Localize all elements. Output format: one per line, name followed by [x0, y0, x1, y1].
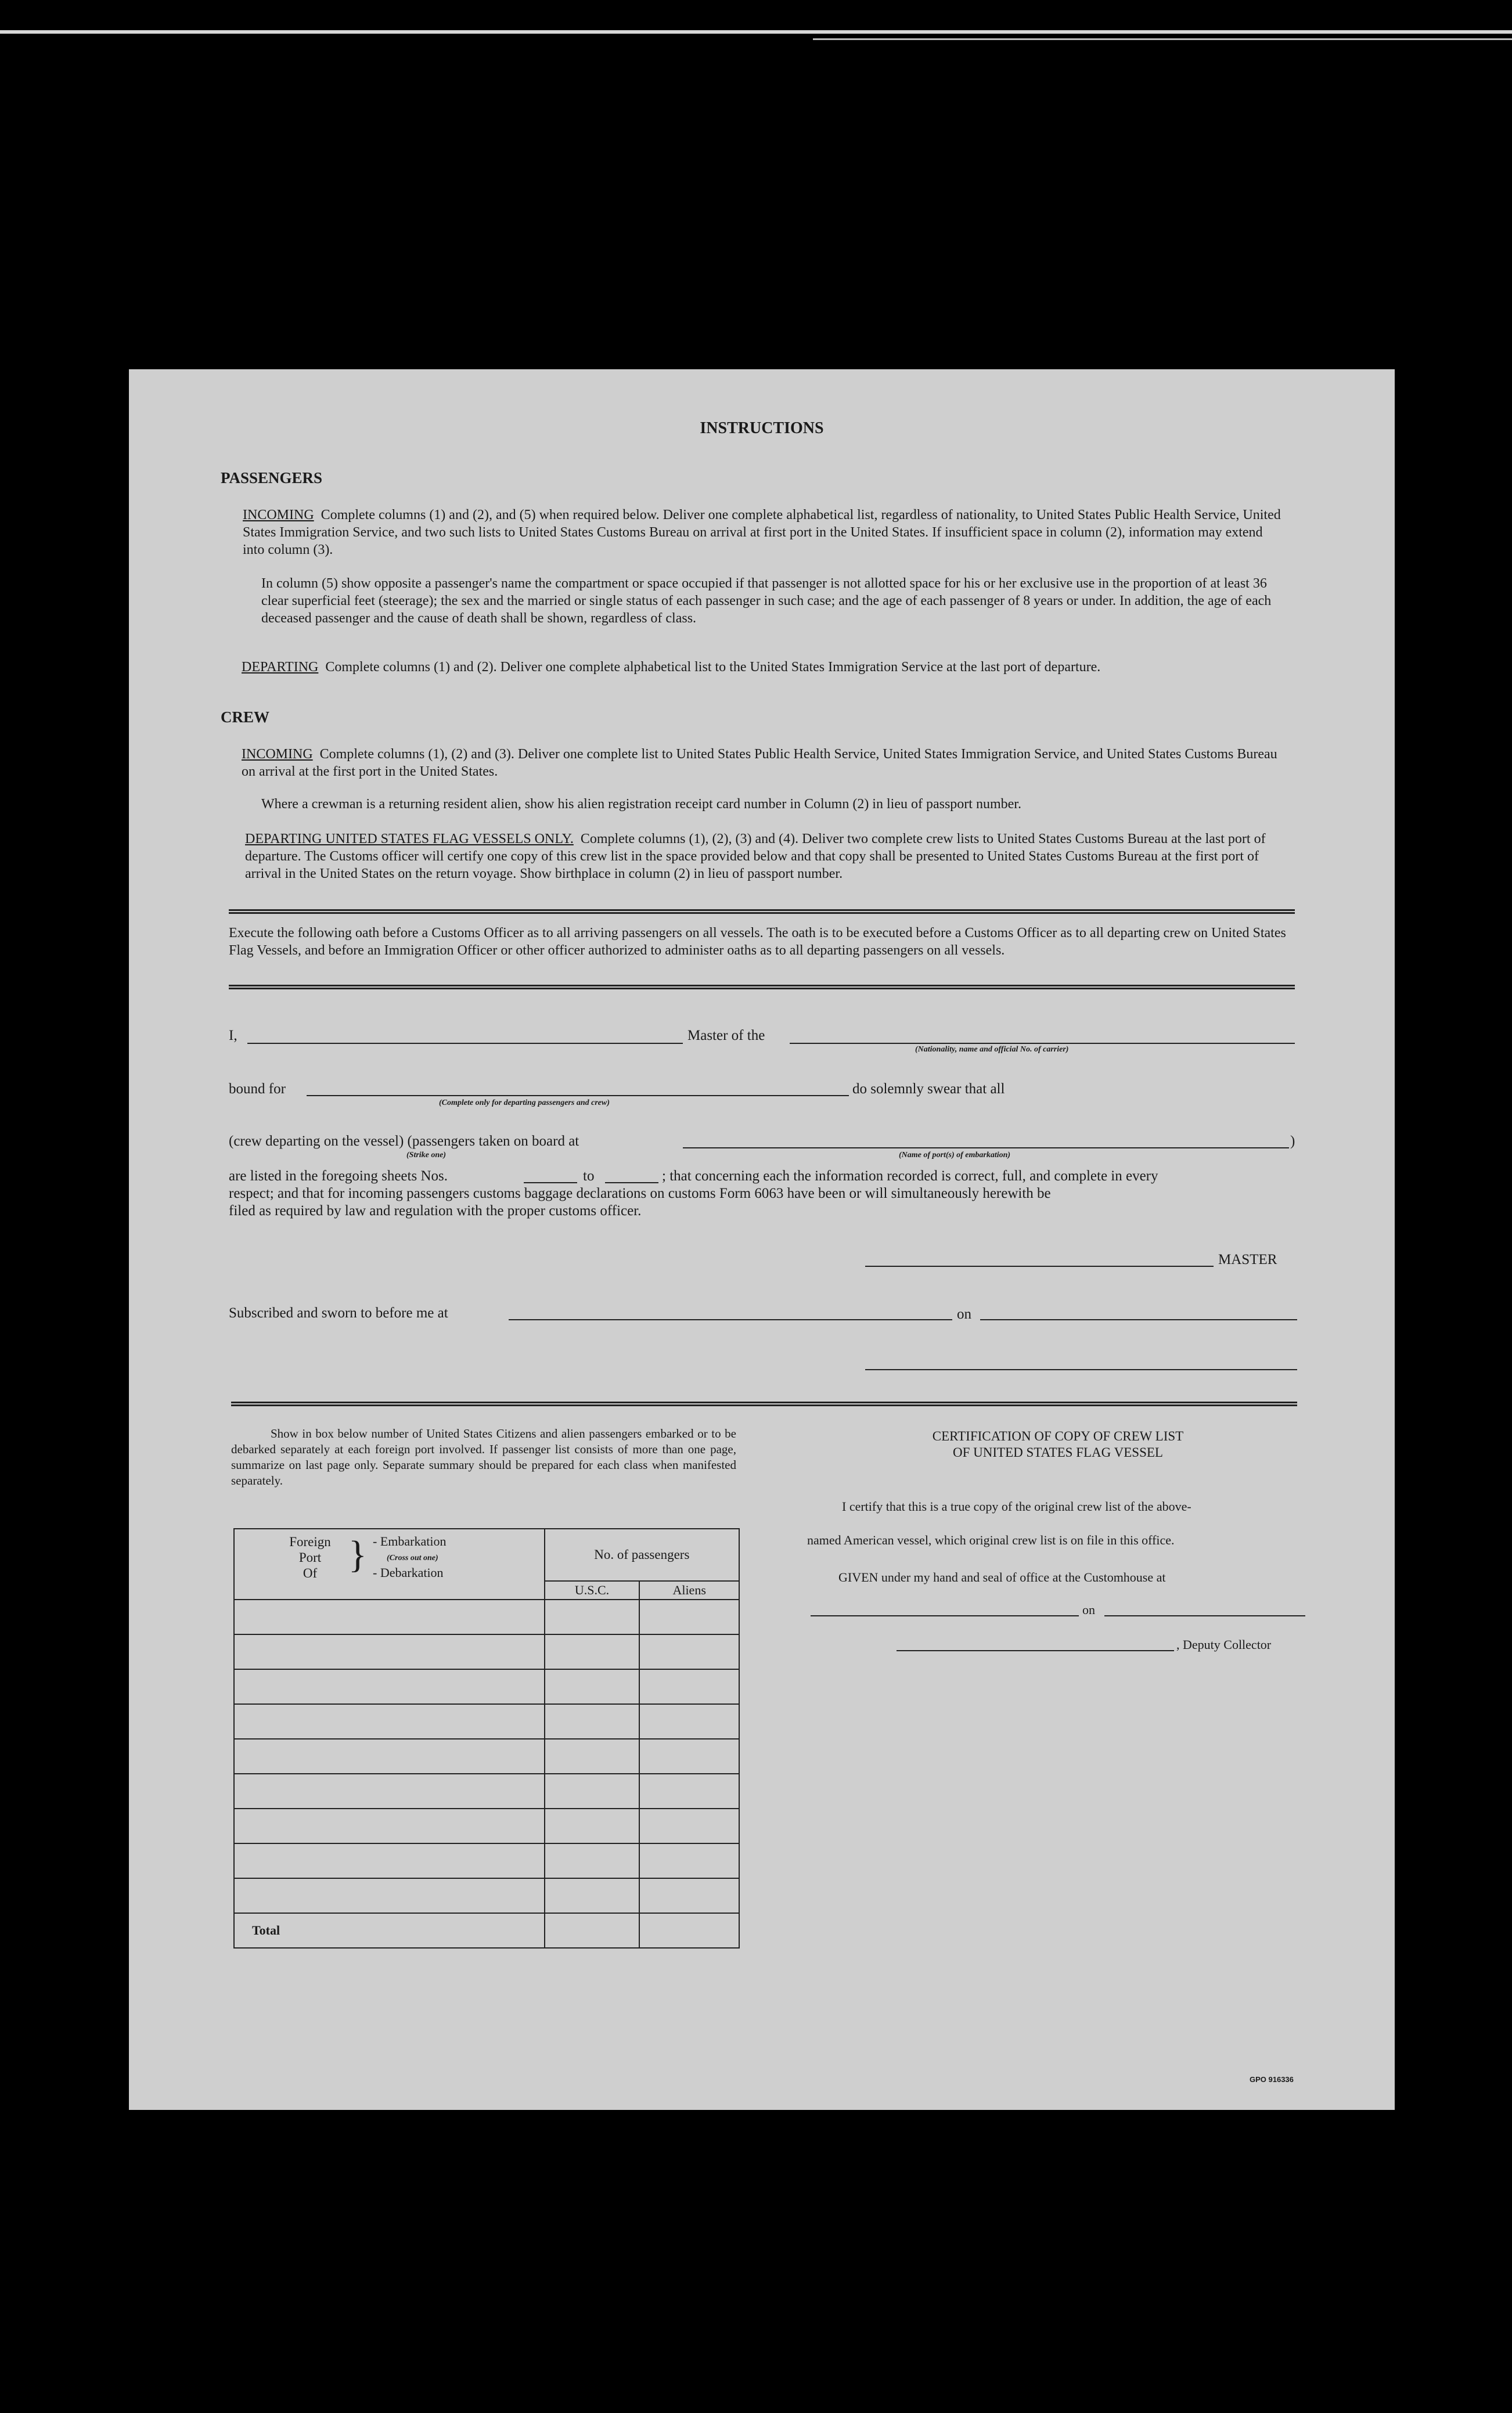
port-cell[interactable] — [234, 1739, 545, 1774]
bound-for-label: bound for — [229, 1081, 286, 1097]
port-cell[interactable] — [234, 1878, 545, 1913]
table-row — [234, 1739, 739, 1774]
summary-instructions: Show in box below number of United States Citizens and alien passengers embarked or to be debarked separately at each foreign port involved. If passenger list consists of more than one page, summarize on last page only. Separate summary should be prepared for each class when manifested separately. — [231, 1427, 736, 1488]
sworn-on-label: on — [957, 1306, 971, 1322]
aliens-cell[interactable] — [639, 1809, 739, 1843]
passengers-departing-label: DEPARTING — [242, 660, 319, 675]
passengers-incoming-paragraph — [243, 506, 1282, 559]
usc-cell[interactable] — [545, 1704, 640, 1739]
table-row — [234, 1809, 739, 1843]
ports-hint: (Name of port(s) of embarkation) — [899, 1151, 1011, 1159]
passengers-column5-paragraph: In column (5) show opposite a passenger's name the compartment or space occupied if that passenger is not allotted space for his or her exclusive use in the proportion of at least 36 clear superficial feet (steerage); the sex and the married or single status of each passenger in such case; and the age of each passenger of 8 years or under. In addition, the age of each deceased passenger and the cause of death shall be shown, regardless of class. — [261, 576, 1272, 626]
customhouse-field[interactable] — [811, 1615, 1079, 1616]
deputy-collector-label: , Deputy Collector — [1176, 1637, 1272, 1652]
section-divider-2 — [229, 985, 1295, 989]
cross-out-hint: (Cross out one) — [387, 1554, 438, 1562]
oath-i-label: I, — [229, 1028, 237, 1043]
passengers-incoming-label: INCOMING — [243, 507, 314, 523]
port-cell[interactable] — [234, 1600, 545, 1634]
aliens-cell[interactable] — [639, 1774, 739, 1809]
certify-line-2: named American vessel, which original crew list is on file in this office. — [807, 1533, 1175, 1547]
port-header-cell — [234, 1529, 545, 1600]
listed-text-b: ; that concerning each the information recorded is correct, full, and complete in every — [662, 1168, 1158, 1184]
aliens-cell[interactable] — [639, 1704, 739, 1739]
certification-title-line-1: CERTIFICATION OF COPY OF CREW LIST — [932, 1429, 1184, 1443]
instructions-title: INSTRUCTIONS — [700, 419, 824, 437]
section-divider-1 — [229, 909, 1295, 914]
aliens-cell[interactable] — [639, 1843, 739, 1878]
crew-incoming-label: INCOMING — [242, 747, 313, 762]
table-row — [234, 1600, 739, 1634]
usc-cell[interactable] — [545, 1634, 640, 1669]
usc-cell[interactable] — [545, 1843, 640, 1878]
passengers-incoming-text: Complete columns (1) and (2), and (5) when required below. Deliver one complete alphabetical list, regardless of nationality, to United States Public Health Service, United States Immigration Service, and two such lists to United States Customs Bureau on arrival at first port in the United States. If insufficient space in column (2), information may extend into column (3). — [243, 507, 1281, 557]
port-cell[interactable] — [234, 1774, 545, 1809]
passengers-departing-text: Complete columns (1) and (2). Deliver one complete alphabetical list to the United States Immigration Service at the last port of departure. — [325, 660, 1101, 675]
usc-header: U.S.C. — [545, 1581, 640, 1600]
crew-heading: CREW — [221, 708, 270, 726]
listed-sheets-label: are listed in the foregoing sheets Nos. — [229, 1168, 448, 1184]
listed-to-label: to — [583, 1168, 595, 1184]
foreign-label: Foreign — [289, 1535, 331, 1549]
certification-title — [802, 1428, 1313, 1461]
table-header-row — [234, 1529, 739, 1581]
sworn-date-field[interactable] — [980, 1319, 1297, 1320]
table-total-row — [234, 1913, 739, 1948]
usc-total-cell[interactable] — [545, 1913, 640, 1948]
master-signature-field[interactable] — [865, 1266, 1214, 1267]
port-cell[interactable] — [234, 1669, 545, 1704]
gpo-code: GPO 916336 — [1250, 2075, 1294, 2084]
port-cell[interactable] — [234, 1634, 545, 1669]
listed-text-c: respect; and that for incoming passengers customs baggage declarations on customs Form 6063 have been or will simultaneously herewith be — [229, 1186, 1051, 1201]
certification-title-line-2: OF UNITED STATES FLAG VESSEL — [953, 1445, 1163, 1460]
sheets-to-field[interactable] — [605, 1182, 658, 1183]
sworn-at-field[interactable] — [509, 1319, 952, 1320]
passenger-summary-table — [233, 1528, 740, 1949]
crew-resident-alien-paragraph: Where a crewman is a returning resident alien, show his alien registration receipt card number in Column (2) in lieu of passport number. — [261, 797, 1021, 812]
crew-departing-paragraph — [245, 830, 1282, 883]
crew-departing-label: DEPARTING UNITED STATES FLAG VESSELS ONLY. — [245, 831, 574, 847]
close-paren: ) — [1290, 1133, 1295, 1149]
port-cell[interactable] — [234, 1704, 545, 1739]
section-divider-3 — [231, 1402, 1297, 1406]
table-row — [234, 1669, 739, 1704]
crew-departing-label-oath: (crew departing on the vessel) (passengers taken on board at — [229, 1133, 579, 1149]
form-page — [129, 369, 1395, 2110]
embarkation-label: - Embarkation — [373, 1534, 447, 1548]
crew-incoming-text: Complete columns (1), (2) and (3). Deliver one complete list to United States Public Health Service, United States Immigration Service, and United States Customs Bureau on arrival at the first port in the United States. — [242, 747, 1277, 779]
passengers-departing-paragraph — [242, 658, 1282, 676]
passengers-heading: PASSENGERS — [221, 469, 323, 487]
crew-departing-text: Complete columns (1), (2), (3) and (4). Deliver two complete crew lists to United States Customs Bureau at the last port of departure. The Customs officer will certify one copy of this crew list in the space provided below and that copy shall be presented to United States Customs Bureau at the first port of arrival in the United States on the return voyage. Show birthplace in column (2) in lieu of passport number. — [245, 831, 1266, 881]
carrier-field[interactable] — [790, 1043, 1295, 1044]
aliens-cell[interactable] — [639, 1739, 739, 1774]
aliens-cell[interactable] — [639, 1878, 739, 1913]
usc-cell[interactable] — [545, 1878, 640, 1913]
usc-cell[interactable] — [545, 1774, 640, 1809]
table-row — [234, 1843, 739, 1878]
aliens-cell[interactable] — [639, 1669, 739, 1704]
total-label: Total — [234, 1913, 545, 1948]
aliens-total-cell[interactable] — [639, 1913, 739, 1948]
usc-cell[interactable] — [545, 1669, 640, 1704]
no-passengers-header: No. of passengers — [545, 1529, 739, 1581]
crew-incoming-paragraph — [242, 745, 1282, 780]
deputy-collector-signature-field[interactable] — [897, 1650, 1174, 1651]
nationality-hint: (Nationality, name and official No. of carrier) — [915, 1045, 1069, 1054]
swear-label: do solemnly swear that all — [852, 1081, 1005, 1097]
subscribed-label: Subscribed and sworn to before me at — [229, 1305, 448, 1321]
officer-signature-field[interactable] — [865, 1369, 1297, 1370]
embarkation-ports-field[interactable] — [683, 1147, 1289, 1148]
complete-only-hint: (Complete only for departing passengers and crew) — [439, 1099, 610, 1107]
table-row — [234, 1634, 739, 1669]
master-of-label: Master of the — [687, 1028, 765, 1043]
port-cell[interactable] — [234, 1809, 545, 1843]
listed-text-d: filed as required by law and regulation with the proper customs officer. — [229, 1203, 642, 1219]
brace-glyph: } — [348, 1533, 367, 1576]
usc-cell[interactable] — [545, 1809, 640, 1843]
of-label: Of — [303, 1566, 318, 1580]
table-row — [234, 1774, 739, 1809]
usc-cell[interactable] — [545, 1600, 640, 1634]
master-name-field[interactable] — [247, 1043, 683, 1044]
aliens-cell[interactable] — [639, 1600, 739, 1634]
port-header-left — [275, 1534, 345, 1581]
table-row — [234, 1704, 739, 1739]
table-row — [234, 1878, 739, 1913]
port-cell[interactable] — [234, 1843, 545, 1878]
film-edge-line — [0, 30, 1512, 34]
sheets-from-field[interactable] — [524, 1182, 577, 1183]
bound-for-field[interactable] — [307, 1095, 849, 1096]
strike-one-hint: (Strike one) — [406, 1151, 447, 1159]
aliens-header: Aliens — [639, 1581, 739, 1600]
usc-cell[interactable] — [545, 1739, 640, 1774]
film-edge-line-2 — [813, 38, 1512, 40]
master-label: MASTER — [1218, 1252, 1277, 1267]
cert-on-label: on — [1082, 1602, 1095, 1617]
oath-instructions: Execute the following oath before a Customs Officer as to all arriving passengers on all vessels. The oath is to be executed before a Customs Officer as to all departing crew on United States Flag Vessels, and before an Immigration Officer or other officer authorized to administer oaths as to all departing passengers on all vessels. — [229, 925, 1286, 958]
given-under-hand: GIVEN under my hand and seal of office at the Customhouse at — [838, 1570, 1166, 1584]
aliens-cell[interactable] — [639, 1634, 739, 1669]
debarkation-label: - Debarkation — [373, 1565, 444, 1580]
certify-line-1: I certify that this is a true copy of the original crew list of the above- — [842, 1499, 1191, 1514]
port-label: Port — [298, 1550, 322, 1565]
cert-date-field[interactable] — [1104, 1615, 1305, 1616]
